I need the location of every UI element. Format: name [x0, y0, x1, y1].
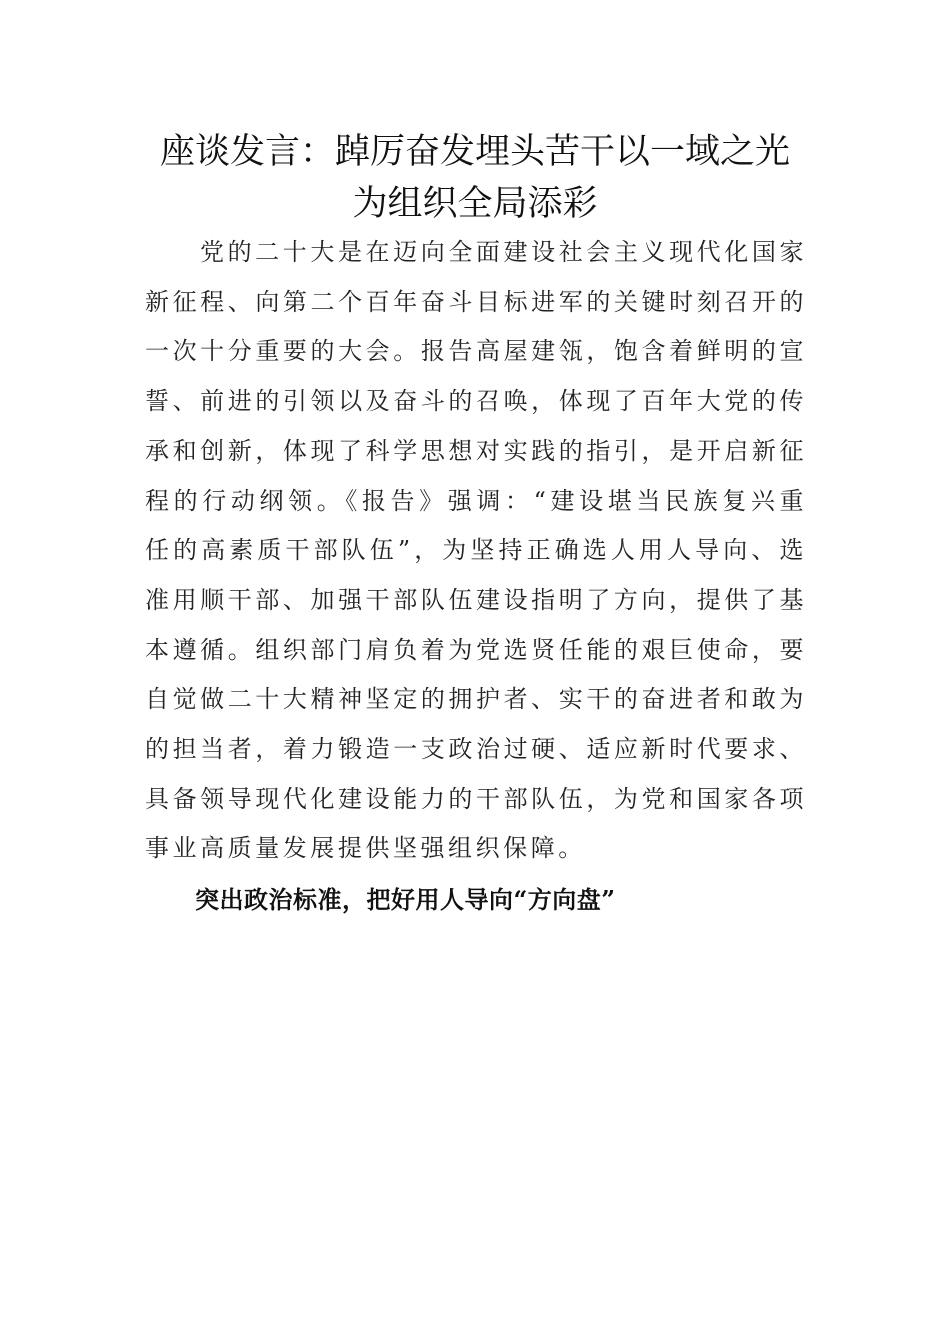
section-subheading: 突出政治标准，把好用人导向“方向盘”	[195, 885, 616, 914]
document-title-line-2: 为组织全局添彩	[352, 184, 598, 224]
body-paragraph: 党的二十大是在迈向全面建设社会主义现代化国家新征程、向第二个百年奋斗目标进军的关键时刻召开的一次十分重要的大会。报告高屋建瓴，饱含着鲜明的宣誓、前进的引领以及奋斗的召唤，体现了百年大党的传承和创新，体现了科学思想对实践的指引，是开启新征程的行动纲领。《报告》强调：“建设堪当民族复兴重任的高素质干部队伍”，为坚持正确选人用人导向、选准用顺干部、加强干部队伍建设指明了方向，提供了基本遵循。组织部门肩负着为党选贤任能的艰巨使命，要自觉做二十大精神坚定的拥护者、实干的奋进者和敢为的担当者，着力锻造一支政治过硬、适应新时代要求、具备领导现代化建设能力的干部队伍，为党和国家各项事业高质量发展提供坚强组织保障。	[145, 238, 807, 863]
document-title-line-1: 座谈发言：踔厉奋发埋头苦干以一域之光	[159, 132, 790, 172]
